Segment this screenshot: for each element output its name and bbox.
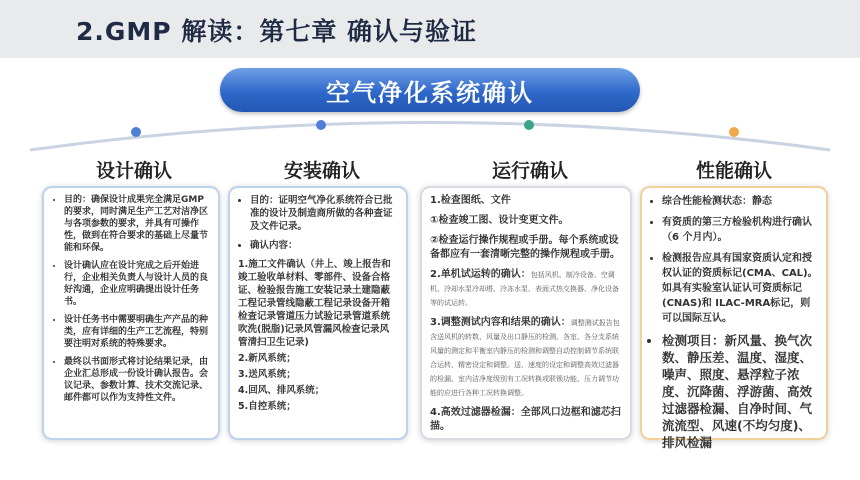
list-item: • 最终以书面形式将讨论结果记录，由企业汇总形成一份设计确认报告。会议记录、参数计算、技术交流记录、邮件都可以作为支持性文件。 — [64, 356, 210, 404]
list-item — [430, 316, 622, 400]
page-title: 2.GMP 解读：第七章 确认与验证 — [76, 17, 478, 46]
stage-dot-design — [131, 127, 141, 137]
stage-dot-operation — [524, 120, 534, 130]
list-item: • 目的：证明空气净化系统符合已批准的设计及制造商所做的各种查证及文件记录。 — [250, 194, 398, 233]
list-item: ②检查运行操作规程或手册。每个系统或设备都应有一套清晰完整的操作规程或手册。 — [430, 235, 620, 260]
list-item — [430, 268, 622, 310]
list-item: • 目的：确保设计成果完全满足GMP 的要求，同时满足生产工艺对洁净区与各项参数的要求，并具有可操作性，做到在符合要求的基础上尽量节能和环保。 — [64, 194, 210, 254]
stage-title-design: 设计确认 — [96, 160, 173, 182]
performance-qualification-card — [640, 186, 828, 450]
stage-title-operation: 运行确认 — [492, 160, 569, 182]
item-detail: 调整测试报告包含送风机的转数、风量及出口静压的检测、各室、各分支系统风量的测定和平衡室内静压的检测和调整自动控制调节系统联合运转、精密设定和调整。送、速度的设定和调整高效过滤器的检漏、室内洁净度级别有工况转换或联锁功能、压力调节功能的应进行各种工况转换调整。 — [430, 319, 620, 397]
stage-title-install: 安装确认 — [284, 160, 361, 182]
stage-title-performance: 性能确认 — [696, 160, 773, 182]
installation-qualification-card — [228, 186, 408, 440]
list-item: 5.自控系统； — [238, 401, 296, 412]
section-banner: 空气净化系统确认 — [220, 68, 640, 112]
stage-dot-performance — [729, 127, 739, 137]
list-item: • 有资质的第三方检验机构进行确认（6 个月内）。 — [662, 215, 818, 245]
list-item: 3.送风系统； — [238, 369, 296, 380]
list-item: • 检测报告应具有国家资质认定和授权认证的资质标记(CMA、CAL)。如具有实验室认证认可资质标记(CNAS)和 ILAC-MRA标记，则可以国际互认。 — [662, 251, 818, 326]
stage-dot-install — [316, 120, 326, 130]
list-item: • 确认内容： — [250, 239, 398, 252]
list-item: ①检查竣工图、设计变更文件。 — [430, 215, 569, 226]
list-item: 4.回风、排风系统； — [238, 385, 325, 396]
list-item: • 设计确认应在设计完成之后开始进行，企业相关负责人与设计人员的良好沟通，企业应明确提出设计任务书。 — [64, 260, 210, 308]
list-item: • 检测项目：新风量、换气次数、静压差、温度、湿度、噪声、照度、悬浮粒子浓度、沉降菌、浮游菌、高效过滤器检漏、自净时间、气流流型、风速(不均匀度)、排风检漏 — [662, 332, 818, 451]
list-item: 2.新风系统； — [238, 353, 296, 364]
list-item: • 设计任务书中需要明确生产产品的种类，应有详细的生产工艺流程，特别要注明对系统的特殊要求。 — [64, 314, 210, 350]
list-item: 1.施工文件确认（井上、竣上报告和竣工验收单材料、零部件、设备合格证、检验报告施工安装记录土建隐蔽工程记录管线隐蔽工程记录设备开箱检查记录管道压力试验记录管道系统吹洗(脱脂)记录风管漏风检查记录风管清扫卫生记录) — [238, 259, 391, 348]
list-item: • 综合性能检测状态：静态 — [662, 194, 818, 209]
operation-qualification-card — [420, 186, 632, 440]
list-item: 4.高效过滤器检漏：全部风口边框和滤芯扫描。 — [430, 407, 621, 432]
item-heading: 3.调整测试内容和结果的确认： — [430, 317, 571, 328]
design-qualification-card — [42, 186, 220, 440]
item-heading: 2.单机试运转的确认： — [430, 269, 531, 280]
item-detail: 包括风机、制冷设备、空调机、冷却水泵冷却塔、冷冻水泵、表面式热交换器、净化设备等的试运转。 — [430, 271, 619, 307]
list-item: 1.检查图纸、文件 — [430, 195, 511, 206]
